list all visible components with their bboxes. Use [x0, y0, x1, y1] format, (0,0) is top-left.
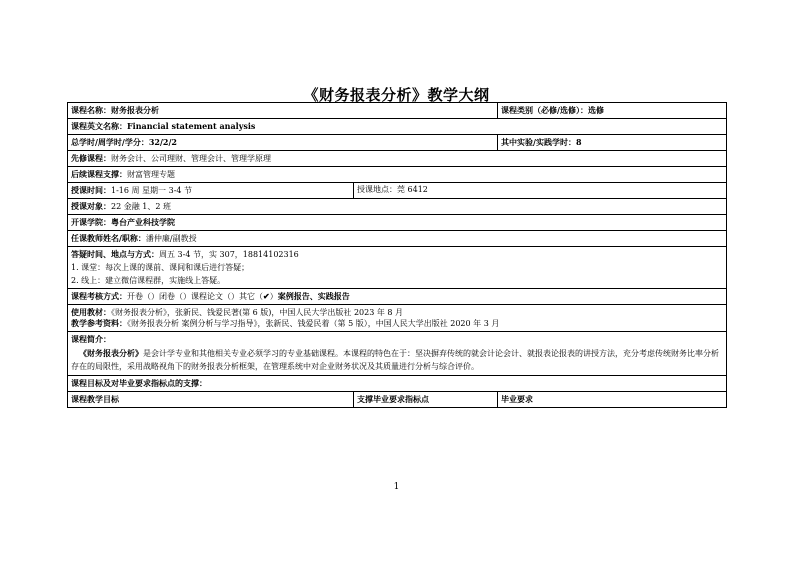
introduction-label: 课程简介： — [71, 334, 111, 344]
row-english-name — [68, 119, 727, 135]
reference-label: 教学参考资料： — [71, 318, 127, 328]
teacher-value: 潘仲廉/副教授 — [145, 234, 197, 243]
course-name-cell — [68, 103, 498, 119]
column-header-requirement — [498, 392, 727, 408]
course-category-label: 课程类别（必修/选修）： — [501, 105, 588, 115]
textbook-cell — [68, 305, 727, 332]
lab-hours-cell — [498, 135, 727, 151]
course-name-value: 财务报表分析 — [111, 105, 159, 115]
row-office-hours — [68, 247, 727, 289]
office-hours-cell — [68, 247, 727, 289]
audience-label: 授课对象： — [71, 201, 111, 211]
teacher-label: 任课教师姓名/职称： — [71, 233, 146, 243]
hours-label: 总学时/周学时/学分： — [71, 137, 149, 147]
course-category-cell — [498, 103, 727, 119]
row-audience — [68, 199, 727, 215]
school-value: 粤台产业科技学院 — [111, 217, 175, 227]
class-time-label: 授课时间： — [71, 185, 111, 195]
lab-hours-label: 其中实验/实践学时： — [501, 137, 576, 147]
row-objectives-columns — [68, 392, 727, 408]
hours-cell — [68, 135, 498, 151]
row-followup — [68, 167, 727, 183]
hours-value: 32/2/2 — [148, 137, 177, 147]
column-header-indicator-text: 支撑毕业要求指标点 — [357, 394, 429, 404]
row-textbook — [68, 305, 727, 332]
textbook-line — [71, 307, 723, 318]
row-objectives-heading — [68, 376, 727, 392]
assessment-open-book-mark: ） — [151, 292, 159, 301]
class-time-value: 1-16 周 星期一 3-4 节 — [111, 186, 193, 195]
row-course-name — [68, 103, 727, 119]
office-hours-value: 周五 3-4 节，实 307，18814102316 — [159, 250, 299, 259]
objectives-heading-cell — [68, 376, 727, 392]
page-number: 1 — [393, 482, 400, 492]
objectives-heading: 课程目标及对毕业要求指标点的支撑： — [71, 378, 207, 388]
row-hours — [68, 135, 727, 151]
prerequisites-label: 先修课程： — [71, 153, 111, 163]
teacher-cell — [68, 231, 727, 247]
lab-hours-value: 8 — [575, 137, 582, 147]
followup-value: 财富管理专题 — [127, 170, 175, 179]
assessment-label: 课程考核方式： — [71, 291, 127, 301]
row-school — [68, 215, 727, 231]
followup-label: 后续课程支撑： — [71, 169, 127, 179]
audience-value: 22 金融 1、2 班 — [111, 202, 171, 211]
textbook-value: 《财务报表分析》，张新民、钱爱民著(第 6 版)，中国人民大学出版社 2023 年 8 月 — [111, 308, 404, 317]
column-header-indicator — [354, 392, 498, 408]
introduction-course-title: 《财务报表分析》 — [79, 348, 143, 358]
document-title: 《财务报表分析》教学大纲 — [303, 86, 490, 104]
english-name-cell — [68, 119, 727, 135]
row-introduction — [68, 332, 727, 376]
audience-cell — [68, 199, 727, 215]
assessment-open-book: 开卷（ — [127, 292, 151, 301]
assessment-paper-mark: ） — [231, 292, 239, 301]
column-header-objective-text: 课程教学目标 — [71, 394, 119, 404]
assessment-paper: 课程论文（ — [191, 292, 231, 301]
reference-line — [71, 318, 723, 329]
english-name-label: 课程英文名称： — [71, 121, 127, 131]
prerequisites-value: 财务会计、公司理财、管理会计、管理学原理 — [111, 154, 271, 163]
school-label: 开课学院： — [71, 217, 111, 227]
assessment-cell — [68, 289, 727, 305]
assessment-closed-book: 闭卷（ — [159, 292, 183, 301]
class-place-label: 授课地点： — [357, 185, 397, 194]
reference-value: 《财务报表分析 案例分析与学习指导》，张新民、钱爱民着（第 5 版），中国人民大学出版社 2020 年 3 月 — [127, 319, 500, 328]
class-place-cell — [354, 183, 727, 199]
assessment-closed-book-mark: ） — [183, 292, 191, 301]
row-assessment — [68, 289, 727, 305]
school-cell — [68, 215, 727, 231]
checkmark-icon: ✔ — [263, 291, 270, 301]
row-time-place — [68, 183, 727, 199]
class-place-value: 莞 6412 — [397, 185, 428, 194]
textbook-label: 使用教材： — [71, 307, 111, 317]
row-prerequisites — [68, 151, 727, 167]
introduction-text: 是会计学专业和其他相关专业必须学习的专业基础课程。本课程的特色在于：坚决摒弃传统的就会计论会计、就报表论报表的讲授方法，充分考虑传统财务比率分析存在的局限性，采用战略视角下的财务报表分析框架，在管理系统中对企业财务状况及其质量进行分析与综合评价。 — [71, 349, 719, 371]
class-time-cell — [68, 183, 354, 199]
office-hours-item-1: 1. 课堂：每次上课的课前、课间和课后进行答疑； — [71, 263, 250, 272]
course-name-label: 课程名称： — [71, 105, 111, 115]
office-hours-item-2: 2. 线上：建立微信课程群，实施线上答疑。 — [71, 276, 226, 285]
column-header-objective — [68, 392, 354, 408]
english-name-value: Financial statement analysis — [127, 121, 256, 131]
syllabus-table — [67, 102, 727, 408]
office-hours-line — [71, 249, 723, 260]
office-hours-label: 答疑时间、地点与方式： — [71, 249, 159, 259]
assessment-other-detail: 案例报告、实践报告 — [277, 291, 350, 301]
column-header-requirement-text: 毕业要求 — [501, 394, 534, 404]
followup-cell — [68, 167, 727, 183]
row-teacher — [68, 231, 727, 247]
introduction-body — [71, 347, 723, 373]
prerequisites-cell — [68, 151, 727, 167]
introduction-cell — [68, 332, 727, 376]
assessment-other-close: ） — [269, 292, 278, 301]
course-category-value: 选修 — [587, 105, 604, 115]
assessment-other: 其它（ — [239, 292, 263, 301]
